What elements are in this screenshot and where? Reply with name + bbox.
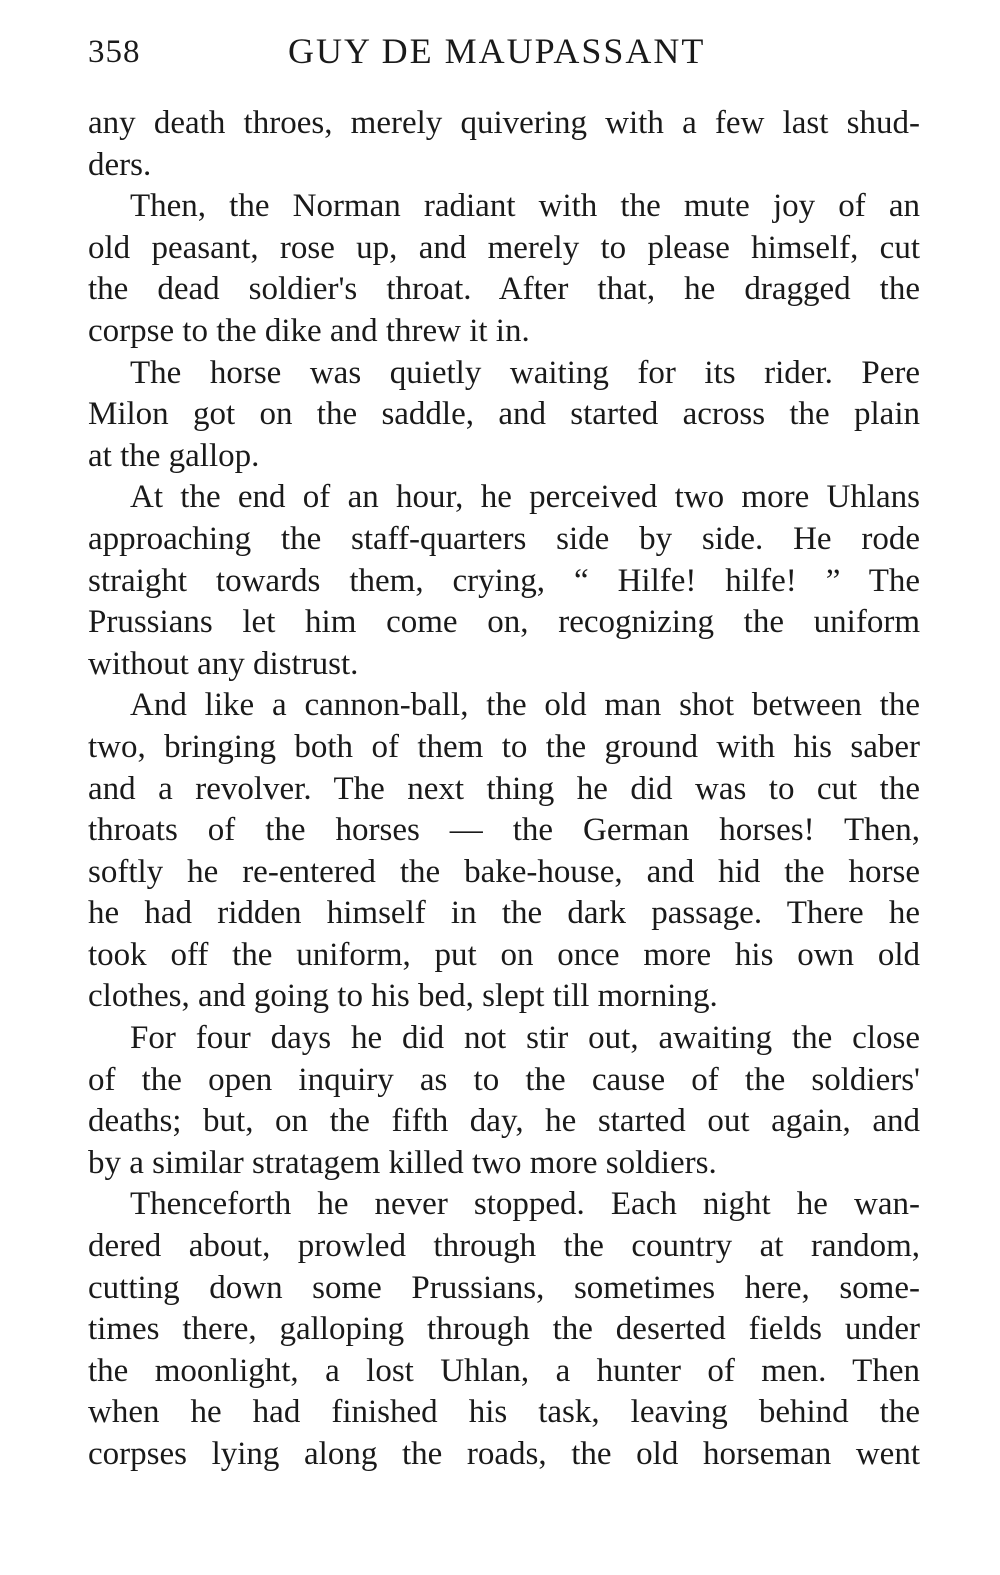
- text-line: The horse was quietly waiting for its rider. Pere: [130, 354, 920, 391]
- text-line: dered about, prowled through the country at random,: [88, 1228, 920, 1265]
- text-line: deaths; but, on the fifth day, he started out again, and: [88, 1103, 920, 1140]
- text-line: Then, the Norman radiant with the mute joy of an: [130, 188, 920, 225]
- text-line: without any distrust.: [88, 645, 359, 682]
- text-line: softly he re-entered the bake-house, and hid the horse: [88, 853, 920, 890]
- text-line: For four days he did not stir out, awaiting the close: [130, 1020, 920, 1057]
- text-line: corpse to the dike and threw it in.: [88, 312, 530, 349]
- text-line: Prussians let him come on, recognizing the uniform: [88, 604, 920, 641]
- text-line: any death throes, merely quivering with a few last shud-: [88, 105, 920, 141]
- text-line: cutting down some Prussians, sometimes here, some-: [88, 1269, 920, 1306]
- text-line: approaching the staff-quarters side by side. He rode: [88, 520, 920, 557]
- text-line: corpses lying along the roads, the old horseman went: [88, 1436, 920, 1472]
- text-line: the moonlight, a lost Uhlan, a hunter of men. Then: [88, 1352, 920, 1389]
- text-line: by a similar stratagem killed two more soldiers.: [88, 1144, 717, 1181]
- text-line: of the open inquiry as to the cause of the soldiers': [88, 1061, 920, 1098]
- text-line: clothes, and going to his bed, slept till morning.: [88, 978, 718, 1015]
- text-line: ders.: [88, 146, 152, 183]
- text-line: he had ridden himself in the dark passage. There he: [88, 895, 920, 932]
- text-line: And like a cannon-ball, the old man shot between the: [130, 687, 920, 724]
- text-line: straight towards them, crying, “ Hilfe! hilfe! ” The: [88, 562, 920, 599]
- text-line: when he had finished his task, leaving behind the: [88, 1394, 920, 1431]
- text-line: the dead soldier's throat. After that, he dragged the: [88, 271, 920, 308]
- text-line: times there, galloping through the deserted fields under: [88, 1311, 920, 1348]
- text-line: at the gallop.: [88, 437, 260, 474]
- text-line: throats of the horses — the German horses! Then,: [88, 812, 920, 849]
- text-line: Milon got on the saddle, and started across the plain: [88, 396, 920, 433]
- text-line: At the end of an hour, he perceived two more Uhlans: [130, 479, 920, 516]
- text-line: old peasant, rose up, and merely to please himself, cut: [88, 229, 920, 266]
- text-line: Thenceforth he never stopped. Each night he wan-: [130, 1186, 920, 1223]
- text-line: two, bringing both of them to the ground with his saber: [88, 728, 920, 765]
- body-text: [88, 103, 920, 1476]
- page-number: 358: [88, 34, 141, 70]
- text-line: took off the uniform, put on once more his own old: [88, 936, 920, 973]
- running-head: [88, 26, 920, 76]
- text-line: and a revolver. The next thing he did was to cut the: [88, 770, 920, 807]
- running-title: GUY DE MAUPASSANT: [288, 31, 706, 71]
